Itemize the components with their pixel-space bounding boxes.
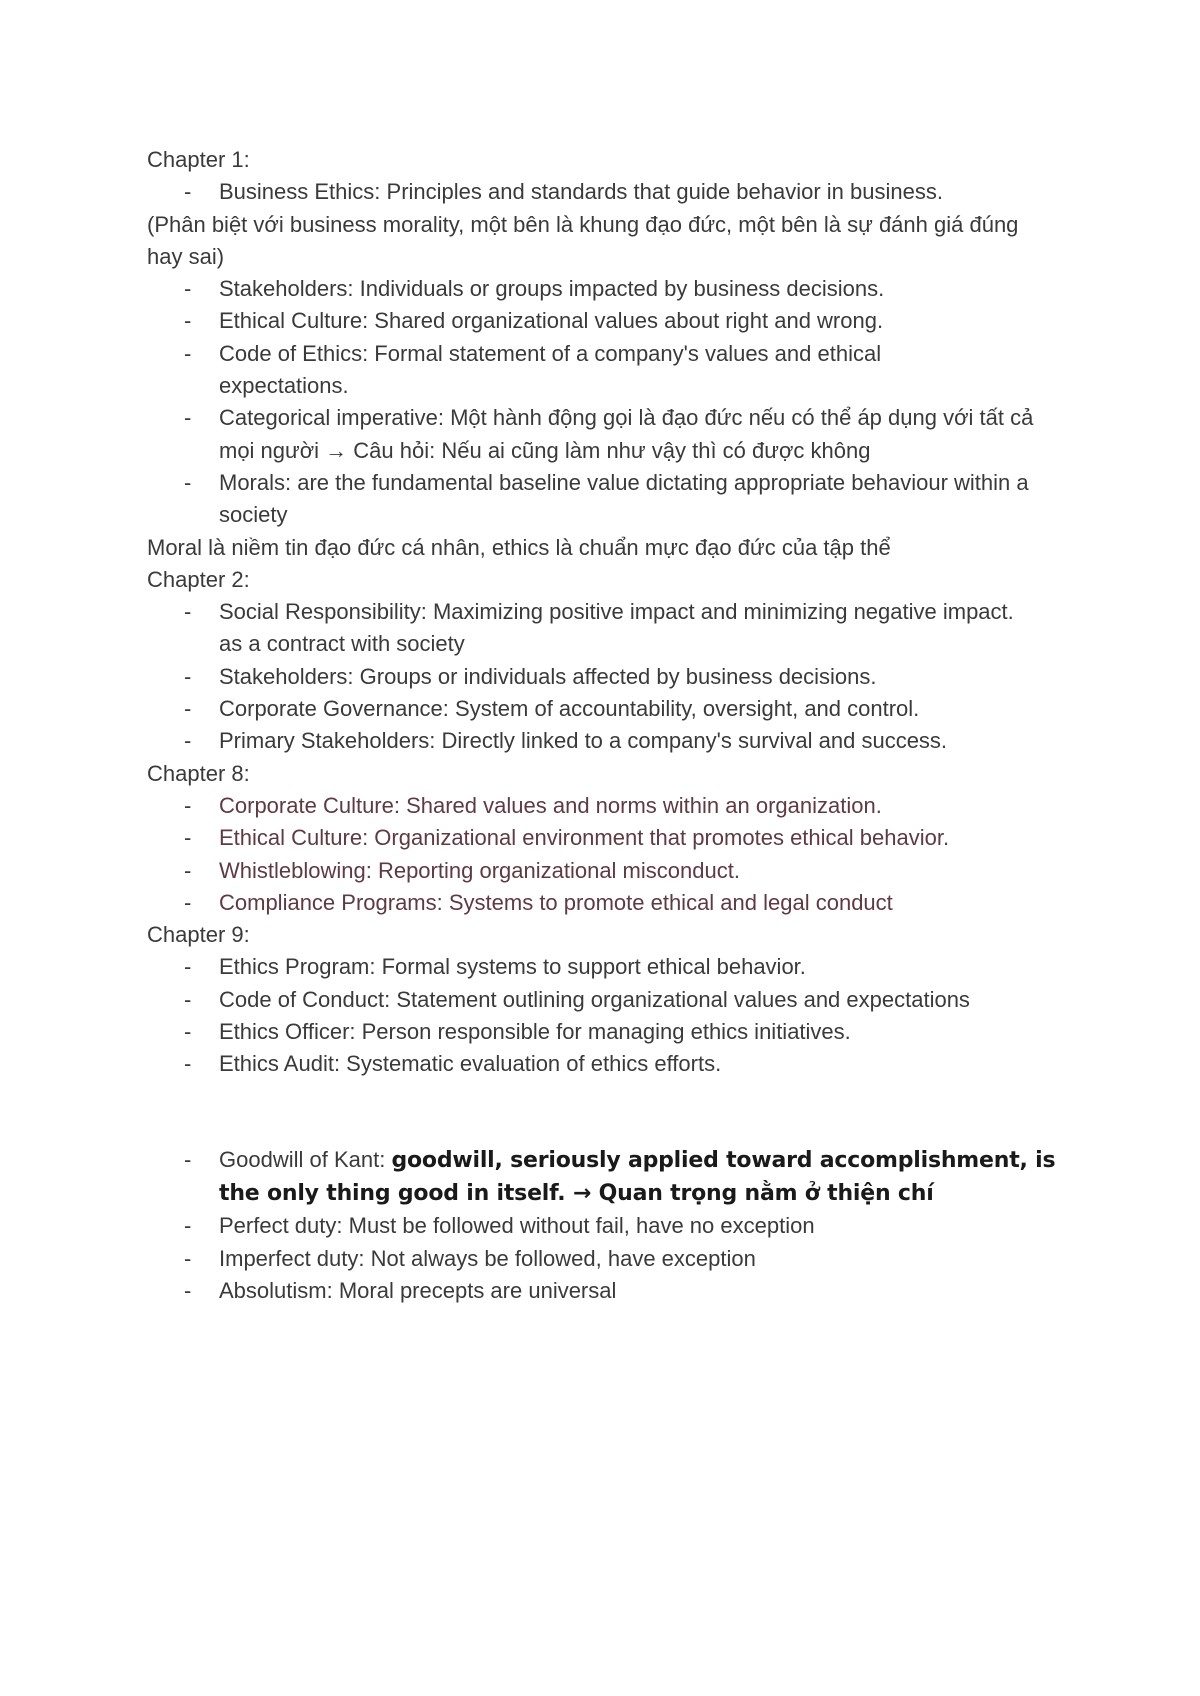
list-item [147,273,1060,305]
list-item-text [219,1144,1069,1211]
list-item [147,693,1060,725]
goodwill-definition: goodwill, seriously applied toward accomplishment, is the only thing good in itself. → Quan trọng nằm ở thiện chí [219,1147,1056,1206]
list-item-text: Categorical imperative: Một hành động gọi là đạo đức nếu có thể áp dụng với tất cả mọi người → Câu hỏi: Nếu ai cũng làm như vậy thì có được không [219,405,1034,463]
bullet-dash: - [184,1019,192,1045]
chapter1-heading: Chapter 1: [147,147,250,172]
list-item-text: Code of Conduct: Statement outlining organizational values and expectations [219,986,970,1012]
list-item [147,790,1060,822]
list-item-text: Absolutism: Moral precepts are universal [219,1277,617,1303]
list-item [147,402,1069,467]
goodwill-label: Goodwill of Kant: [219,1146,392,1172]
bullet-dash: - [184,792,192,818]
chapter1-note: (Phân biệt với business morality, một bên là khung đạo đức, một bên là sự đánh giá đúng hay sai) [147,211,1019,269]
bullet-dash: - [184,276,192,302]
bullet-dash: - [184,308,192,334]
list-item [147,176,1060,208]
bullet-dash: - [184,599,192,625]
bullet-dash: - [184,825,192,851]
bullet-dash: - [184,179,192,205]
list-item-text: Ethics Officer: Person responsible for managing ethics initiatives. [219,1019,851,1045]
list-item-text: Primary Stakeholders: Directly linked to a company's survival and success. [219,728,948,754]
list-item-text: Compliance Programs: Systems to promote ethical and legal conduct [219,889,893,915]
list-item-text: Social Responsibility: Maximizing positive impact and minimizing negative impact. as a contract with society [219,599,1014,657]
list-item-text: Stakeholders: Groups or individuals affected by business decisions. [219,663,877,689]
list-item [147,725,1060,757]
list-item [147,887,1060,919]
bullet-dash: - [184,1277,192,1303]
bullet-dash: - [184,405,192,431]
list-item-text: Stakeholders: Individuals or groups impacted by business decisions. [219,276,885,302]
list-item [147,855,1060,887]
list-item [147,822,1060,854]
list-item-text: Ethics Program: Formal systems to support ethical behavior. [219,954,806,980]
list-item [147,338,999,403]
list-item-text: Code of Ethics: Formal statement of a company's values and ethical expectations. [219,340,882,399]
list-item [147,951,1060,983]
list-item-text: Ethical Culture: Organizational environment that promotes ethical behavior. [219,825,950,851]
list-item [147,305,1060,337]
bullet-dash: - [184,469,192,495]
list-item [147,661,1060,693]
list-item [147,1243,1060,1275]
bullet-dash: - [184,857,192,883]
list-item-text: Ethical Culture: Shared organizational values about right and wrong. [219,308,884,334]
bullet-dash: - [184,340,192,366]
bullet-dash: - [184,1213,192,1239]
bullet-dash: - [184,696,192,722]
bullet-dash: - [184,728,192,754]
list-item [147,467,1069,532]
list-item-text: Corporate Governance: System of accountability, oversight, and control. [219,696,920,722]
list-item-goodwill [147,1144,1069,1211]
bullet-dash: - [184,954,192,980]
list-item-text: Ethics Audit: Systematic evaluation of ethics efforts. [219,1051,722,1077]
list-item-text: Whistleblowing: Reporting organizational misconduct. [219,857,740,883]
list-item [147,1275,1060,1307]
chapter8-heading: Chapter 8: [147,760,250,786]
list-item [147,984,1060,1016]
bullet-dash: - [184,986,192,1012]
chapter9-heading: Chapter 9: [147,922,250,948]
bullet-dash: - [184,663,192,689]
bullet-dash: - [184,889,192,915]
chapter1-note-moral: Moral là niềm tin đạo đức cá nhân, ethics là chuẩn mực đạo đức của tập thể [147,534,891,560]
spacer [147,1081,1060,1144]
list-item-text: Morals: are the fundamental baseline value dictating appropriate behaviour within a society [219,469,1029,528]
list-item [147,1048,1060,1080]
list-item-text: Corporate Culture: Shared values and norms within an organization. [219,792,882,818]
bullet-dash: - [184,1051,192,1077]
list-item [147,596,1039,661]
list-item [147,1210,1060,1242]
list-item-text: Business Ethics: Principles and standards that guide behavior in business. [219,179,943,205]
list-item-text: Imperfect duty: Not always be followed, have exception [219,1245,756,1271]
bullet-dash: - [184,1146,192,1172]
list-item-text: Perfect duty: Must be followed without fail, have no exception [219,1213,815,1239]
list-item [147,1016,1060,1048]
chapter2-heading: Chapter 2: [147,566,250,592]
bullet-dash: - [184,1245,192,1271]
